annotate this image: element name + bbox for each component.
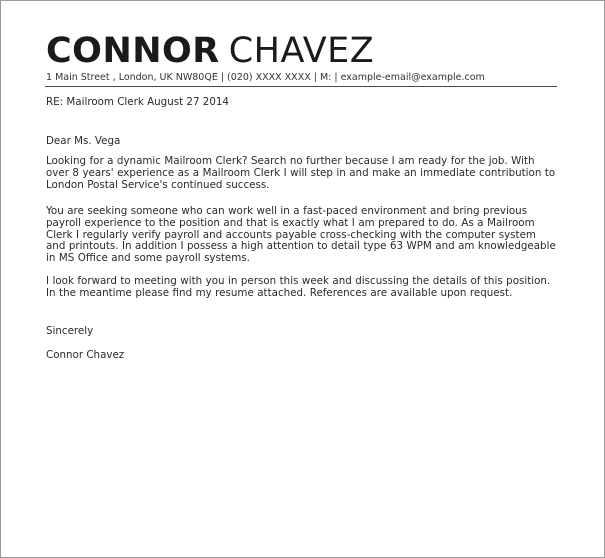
applicant-name <box>46 31 374 71</box>
applicant-last-name: CHAVEZ <box>228 31 375 71</box>
paragraph-closing: I look forward to meeting with you in person this week and discussing the details of this position. In the meantime please find my resume attached. References are available upon request. <box>46 275 551 299</box>
closing: Sincerely <box>46 325 94 337</box>
signature-name: Connor Chavez <box>46 349 125 361</box>
applicant-first-name: CONNOR <box>46 31 220 71</box>
re-line: RE: Mailroom Clerk August 27 2014 <box>46 96 229 108</box>
contact-line: 1 Main Street , London, UK NW80QE | (020) XXXX XXXX | M: | example-email@example.com <box>46 72 485 83</box>
header-divider <box>45 86 557 87</box>
paragraph-experience: You are seeking someone who can work well in a fast-paced environment and bring previous payroll experience to the position and that is exactly what I am prepared to do. As a Mailroom Clerk I regularly verify payroll and accounts payable cross-checking with the computer system and printouts. In addition I possess a high attention to detail type 63 WPM and am knowledgeable in MS Office and some payroll systems. <box>46 205 556 265</box>
greeting: Dear Ms. Vega <box>46 135 121 147</box>
paragraph-intro: Looking for a dynamic Mailroom Clerk? Search no further because I am ready for the job. With over 8 years' experience as a Mailroom Clerk I will step in and make an immediate contribution to London Postal Service's continued success. <box>46 155 556 191</box>
